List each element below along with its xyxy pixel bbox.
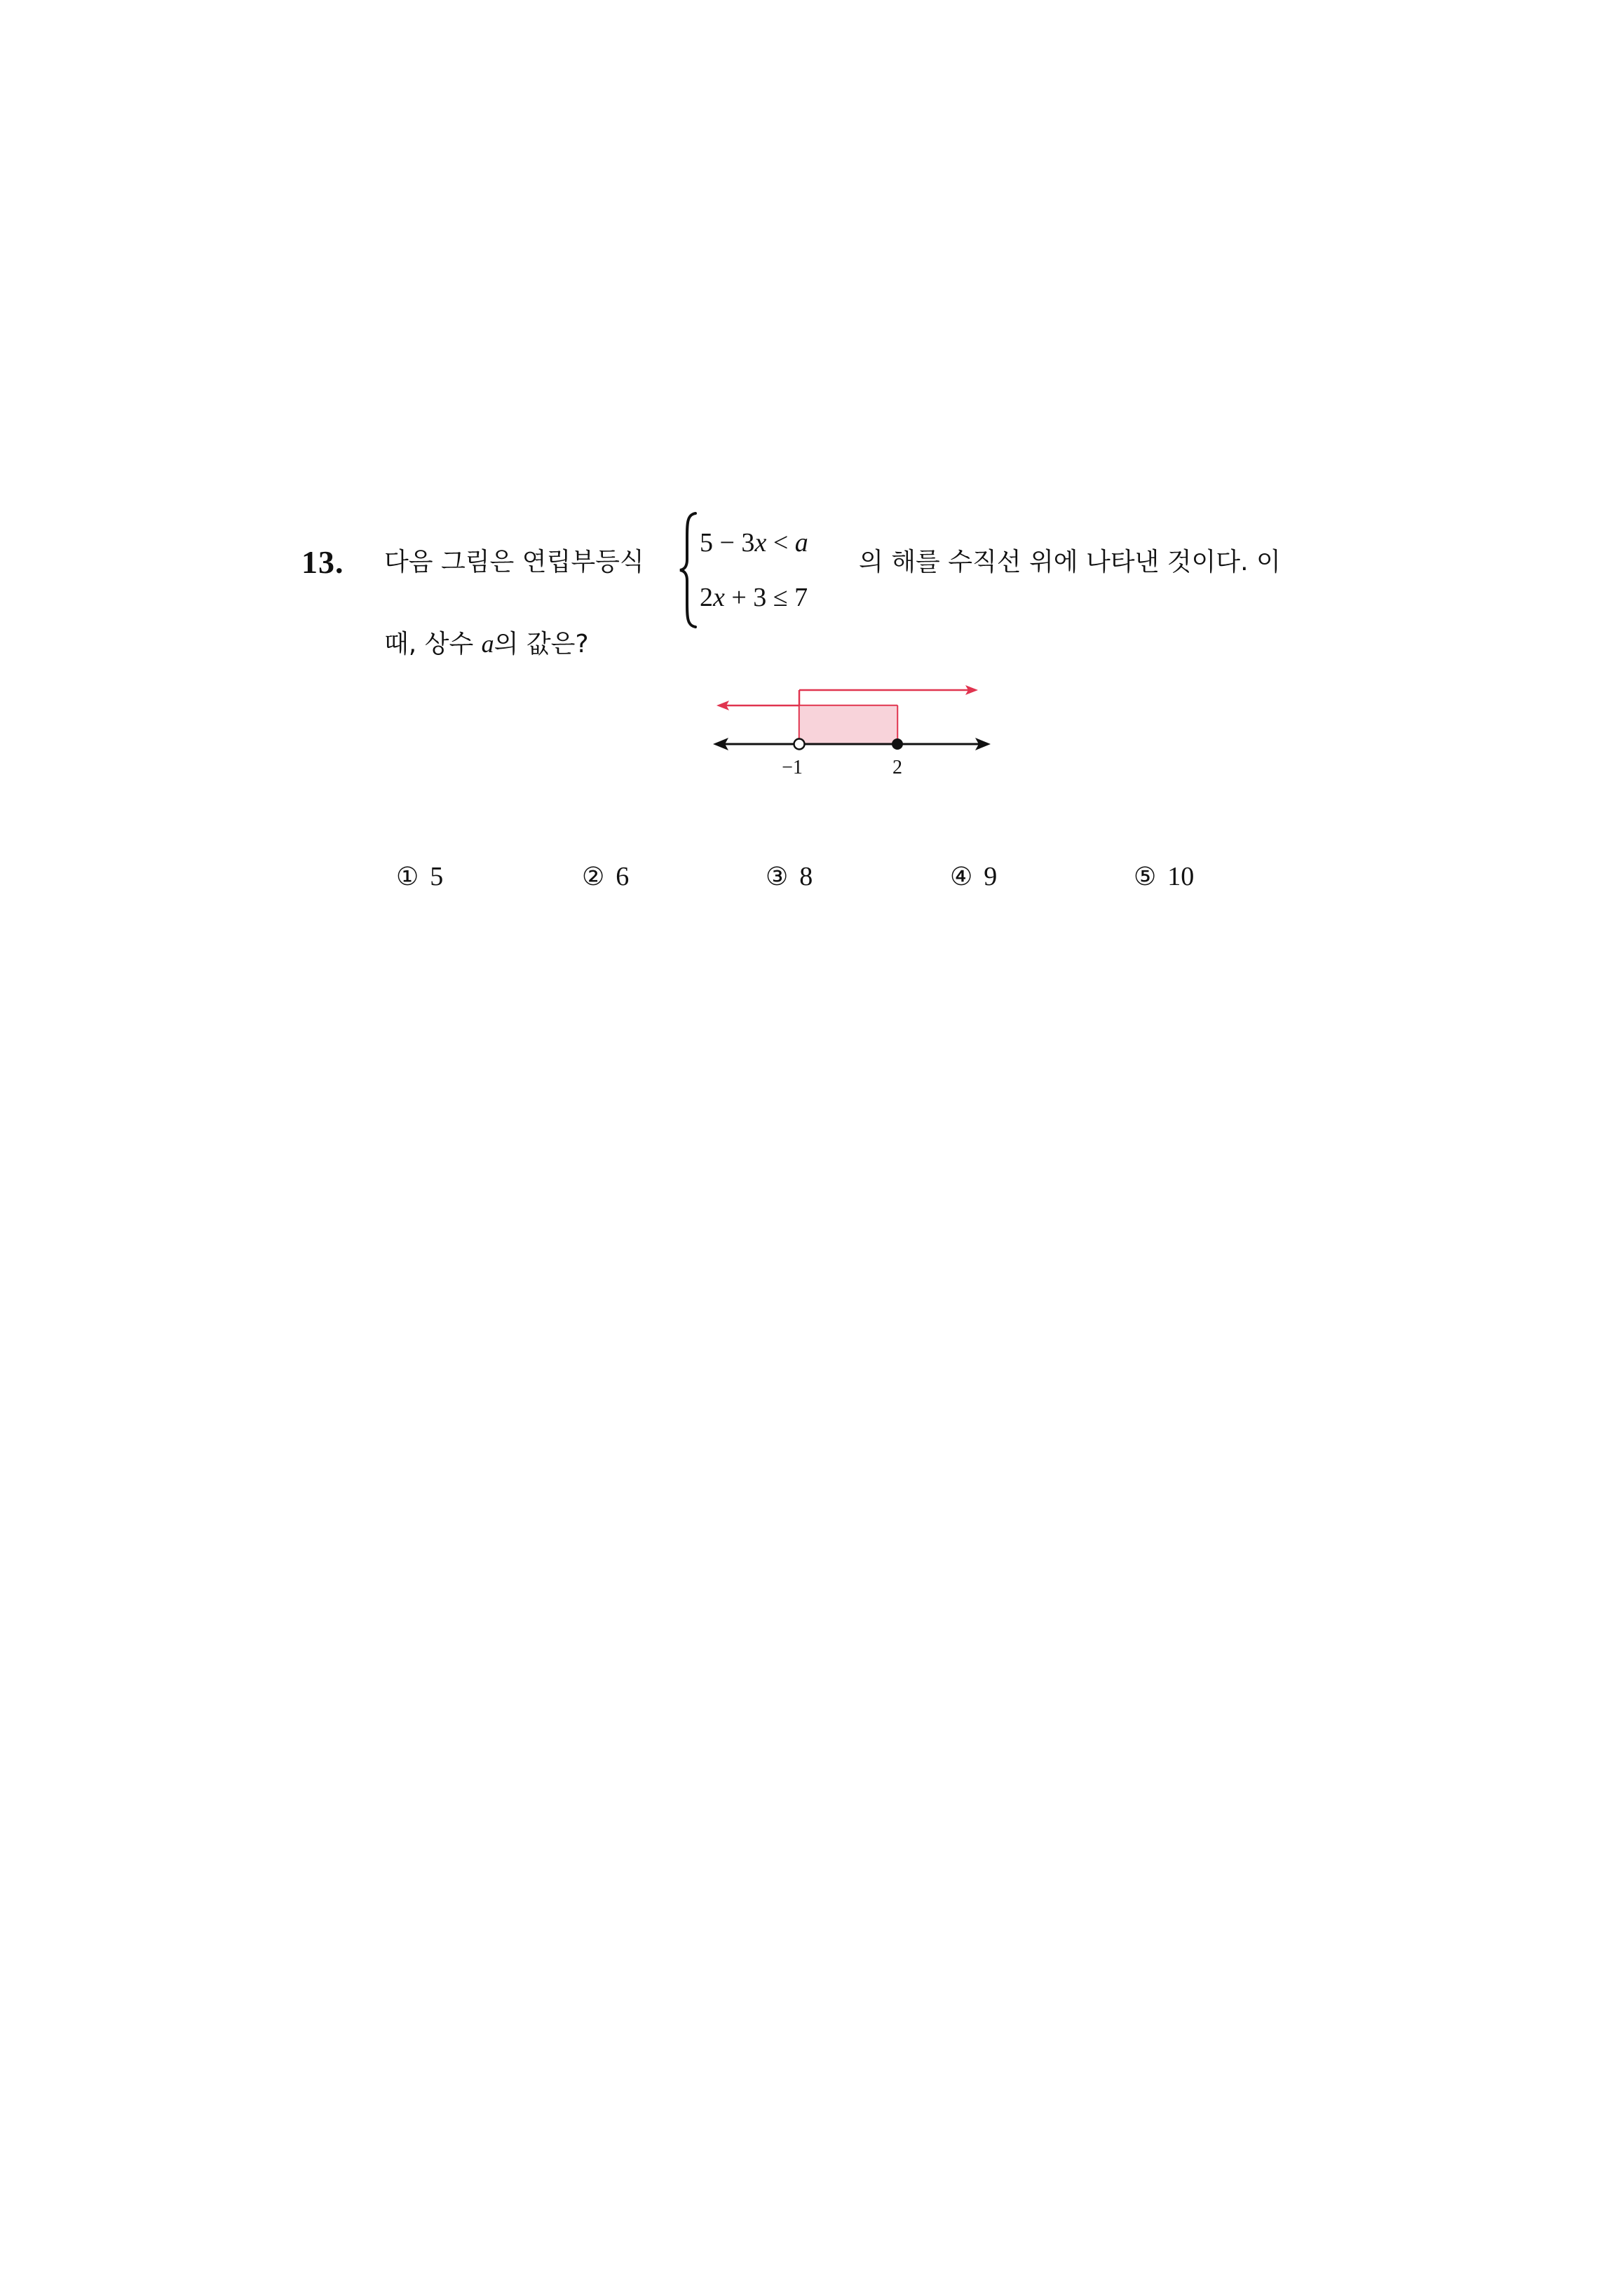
open-point-minus-1 [794,739,805,750]
ineq1-lhs: 5 − 3 [700,528,755,558]
label-2: 2 [892,757,902,778]
answer-choices [396,861,1308,896]
choice-5[interactable] [1134,861,1194,892]
choice-2[interactable] [582,861,629,892]
choice-4-value: 9 [984,862,998,891]
choice-4-marker: ④ [950,862,973,891]
inequality-2 [700,582,808,613]
choice-3-marker: ③ [766,862,789,891]
choice-2-value: 6 [616,862,630,891]
solution-overlap-region [799,705,897,744]
ineq1-var: x [754,528,767,558]
stem-line2-pre: 때, 상수 [384,630,474,659]
stem-line2-var: a [481,630,494,658]
choice-1-value: 5 [430,862,444,891]
choice-1[interactable] [396,861,443,892]
question-stem-continuation: 의 해를 수직선 위에 나타낸 것이다. 이 [859,548,1281,576]
ineq2-var: x [713,583,725,612]
choice-2-marker: ② [582,862,605,891]
choice-5-marker: ⑤ [1134,862,1157,891]
inequality-1 [700,527,808,558]
choice-5-value: 10 [1167,862,1195,891]
choice-1-marker: ① [396,862,419,891]
stem-line2-post: 의 값은? [494,630,589,659]
system-brace [679,511,698,630]
label-minus-1: −1 [782,757,803,778]
ineq2-rest: + 3 ≤ 7 [724,583,808,612]
number-line-figure [712,670,992,792]
choice-4[interactable] [950,861,997,892]
question-stem-line2 [384,628,589,660]
closed-point-2 [892,738,903,750]
ineq2-coef: 2 [700,583,713,612]
choice-3-value: 8 [799,862,813,891]
ineq1-op: < [766,528,795,558]
choice-3[interactable] [766,861,813,892]
question-stem-intro: 다음 그림은 연립부등식 [384,548,644,576]
ineq1-rhs: a [794,528,808,558]
question-number: 13. [301,544,344,580]
